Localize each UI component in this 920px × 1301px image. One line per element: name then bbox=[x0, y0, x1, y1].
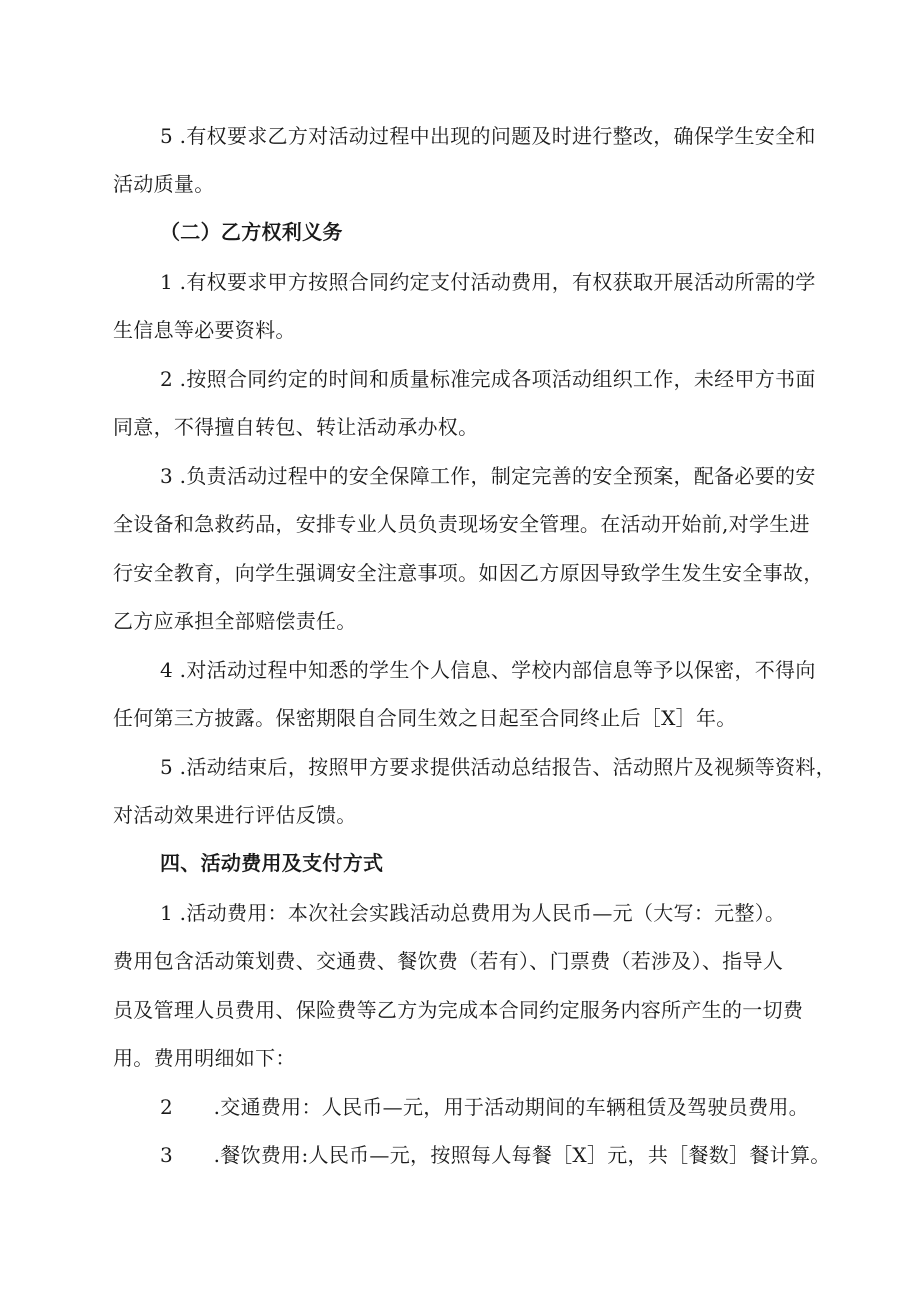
paragraph-line: 同意，不得擅自转包、转让活动承办权。 bbox=[113, 415, 479, 439]
paragraph-line: 全设备和急救药品，安排专业人员负责现场安全管理。在活动开始前,对学生进 bbox=[113, 512, 810, 536]
section-heading: 四、活动费用及支付方式 bbox=[160, 851, 384, 875]
paragraph-line: 活动质量。 bbox=[113, 172, 215, 196]
paragraph-line: 员及管理人员费用、保险费等乙方为完成本合同约定服务内容所产生的一切费 bbox=[113, 998, 804, 1022]
paragraph-line: 3 .餐饮费用:人民币—元，按照每人每餐［X］元，共［餐数］餐计算。 bbox=[160, 1143, 831, 1167]
paragraph-line: 费用包含活动策划费、交通费、餐饮费（若有）、门票费（若涉及）、指导人 bbox=[113, 949, 784, 973]
paragraph-line: 行安全教育，向学生强调安全注意事项。如因乙方原因导致学生发生安全事故， bbox=[113, 561, 824, 585]
paragraph-line: 2 .按照合同约定的时间和质量标准完成各项活动组织工作，未经甲方书面 bbox=[160, 367, 816, 391]
paragraph-line: 乙方应承担全部赔偿责任。 bbox=[113, 609, 357, 633]
paragraph-line: 3 .负责活动过程中的安全保障工作，制定完善的安全预案，配备必要的安 bbox=[160, 464, 816, 488]
paragraph-line: 任何第三方披露。保密期限自合同生效之日起至合同终止后［X］年。 bbox=[113, 706, 737, 730]
paragraph-line: 1 .有权要求甲方按照合同约定支付活动费用，有权获取开展活动所需的学 bbox=[160, 270, 816, 294]
paragraph-line: 生信息等必要资料。 bbox=[113, 318, 296, 342]
paragraph-line: 5 .有权要求乙方对活动过程中出现的问题及时进行整改，确保学生安全和 bbox=[160, 124, 816, 148]
paragraph-line: 用。费用明细如下： bbox=[113, 1046, 296, 1070]
paragraph-line: 5 .活动结束后，按照甲方要求提供活动总结报告、活动照片及视频等资料， bbox=[160, 755, 836, 779]
paragraph-line: 4 .对活动过程中知悉的学生个人信息、学校内部信息等予以保密，不得向 bbox=[160, 658, 816, 682]
paragraph-line: 1 .活动费用：本次社会实践活动总费用为人民币—元（大写：元整）。 bbox=[160, 901, 786, 925]
paragraph-line: 对活动效果进行评估反馈。 bbox=[113, 803, 357, 827]
paragraph-line: 2 .交通费用：人民币—元，用于活动期间的车辆租赁及驾驶员费用。 bbox=[160, 1095, 809, 1119]
section-heading: （二）乙方权利义务 bbox=[160, 220, 343, 244]
